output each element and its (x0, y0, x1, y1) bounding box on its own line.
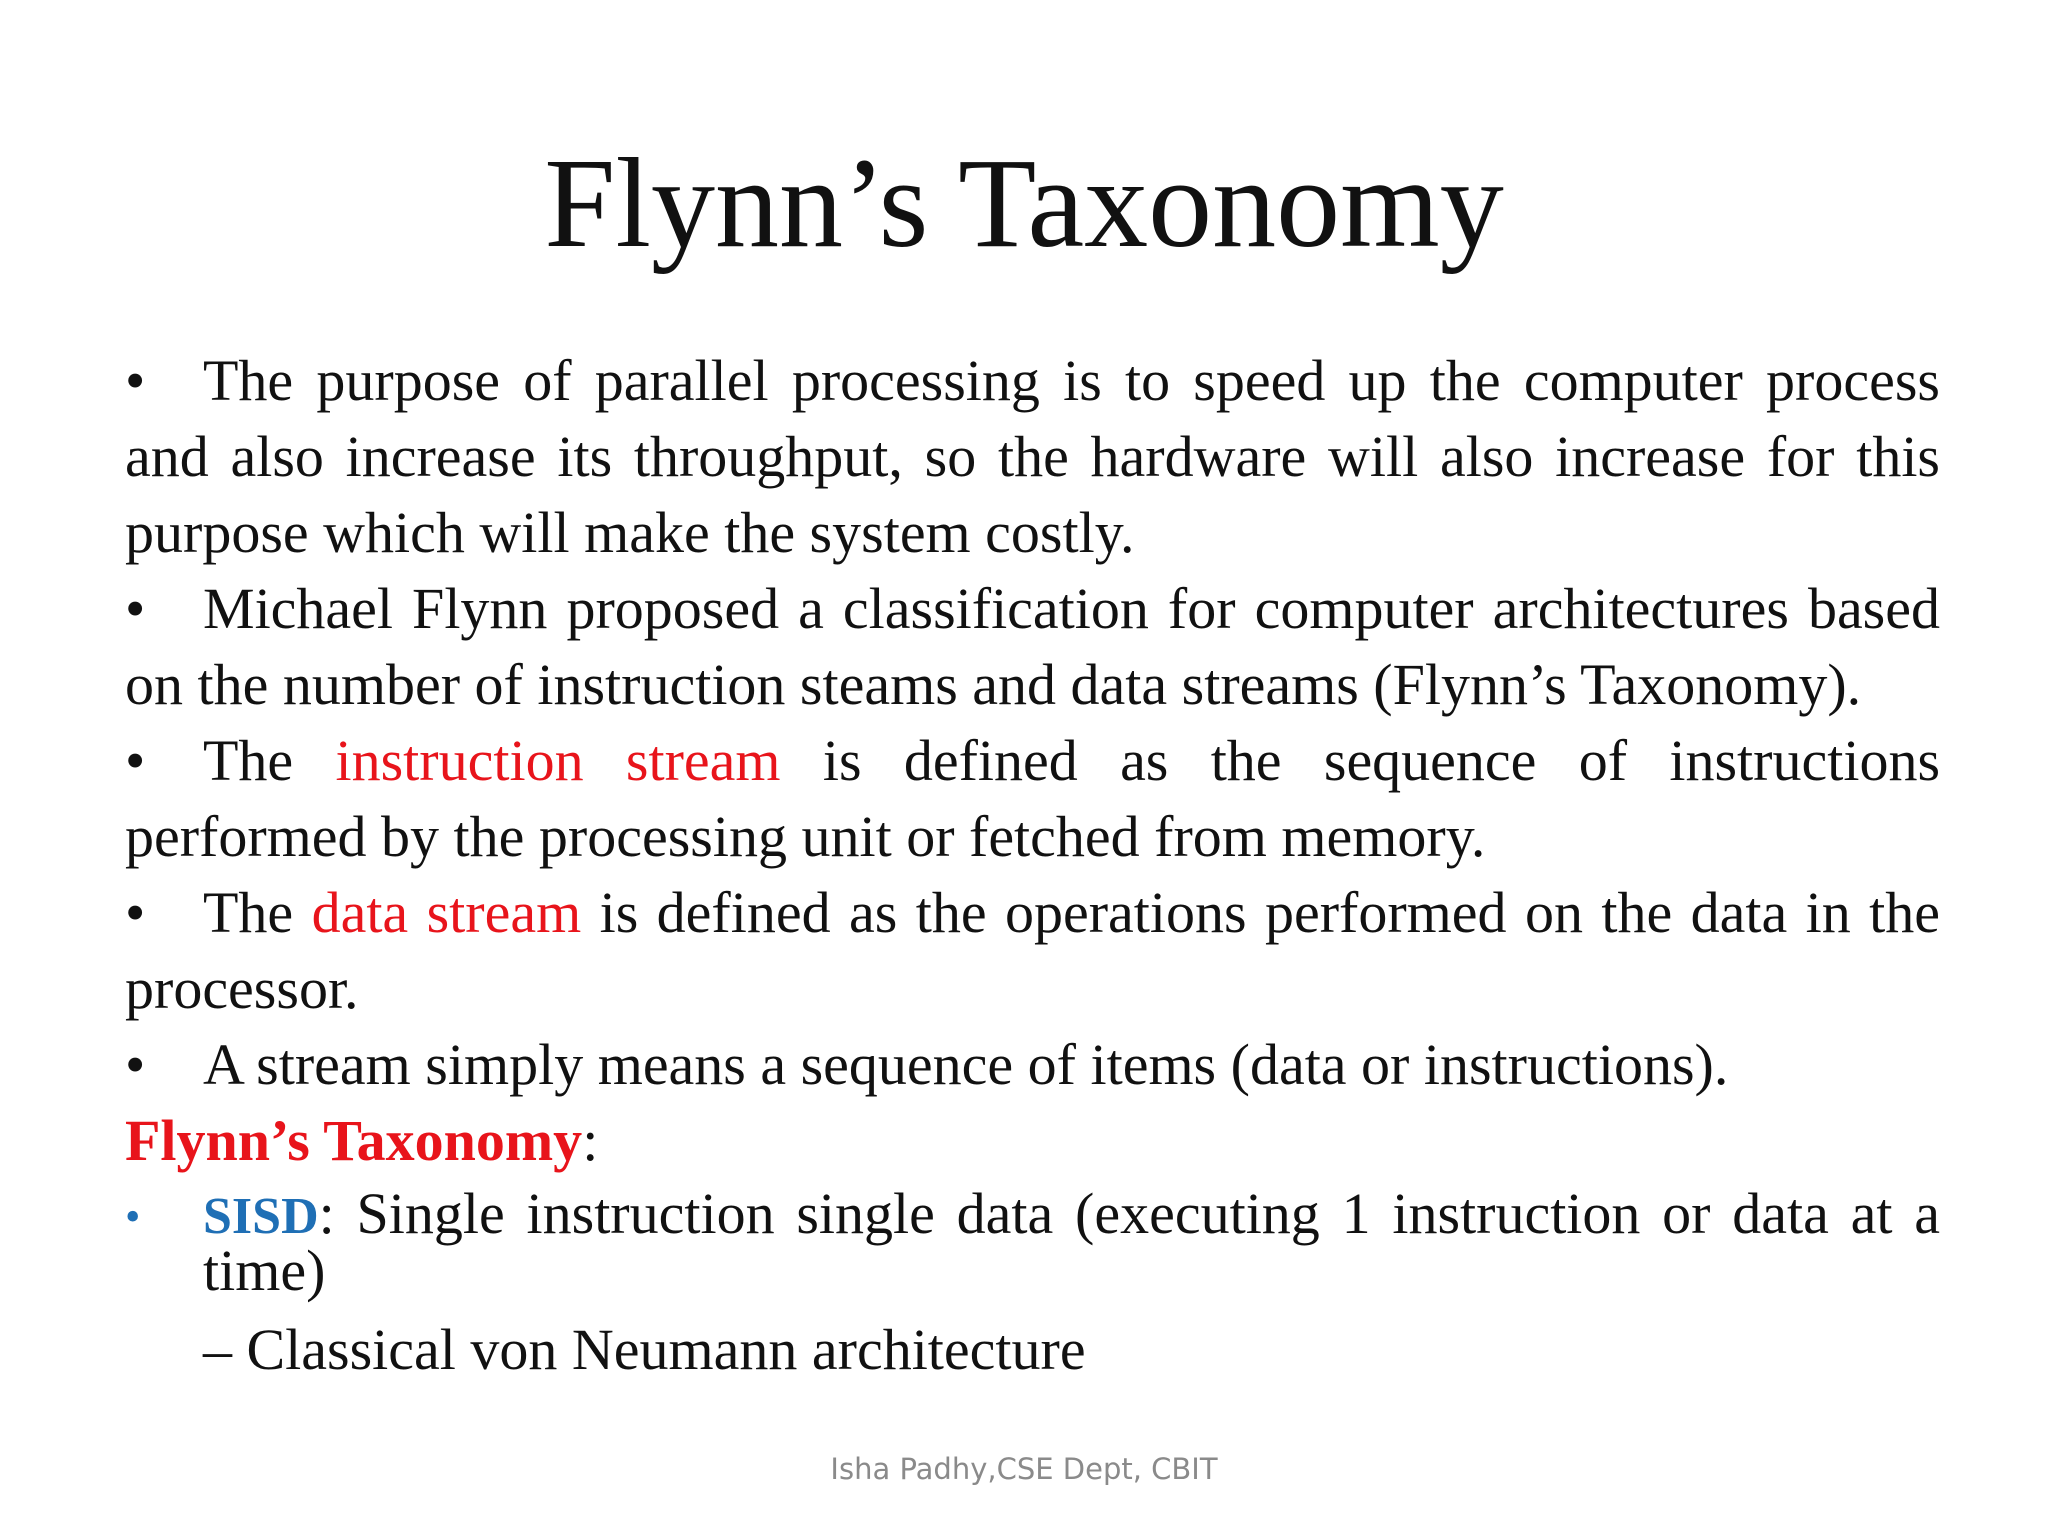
bullet-text-after: is defined as the operations performed on the data in the processor. (125, 880, 1940, 1021)
flynn-taxonomy-subheading (125, 1103, 1940, 1179)
sisd-note: – Classical von Neumann architecture (203, 1317, 1086, 1382)
bullet-text-before: The (203, 728, 336, 793)
bullet-item (125, 875, 1940, 1027)
sisd-item (125, 1179, 1940, 1388)
bullet-dot-icon: • (125, 880, 146, 945)
bullet-text-before: The (203, 880, 312, 945)
subheading-label: Flynn’s Taxonomy (125, 1108, 583, 1173)
highlight-instruction-stream: instruction stream (335, 728, 781, 793)
bullet-item (125, 1027, 1940, 1103)
bullet-item (125, 343, 1940, 571)
bullet-item (125, 723, 1940, 875)
bullet-item (125, 571, 1940, 723)
bullet-text: Michael Flynn proposed a classification for computer architectures based on the number of instruction steams and data streams (Flynn’s Taxonomy). (125, 576, 1940, 717)
bullet-dot-icon: • (125, 1032, 146, 1097)
bullet-text: A stream simply means a sequence of items (data or instructions). (203, 1032, 1729, 1097)
bullet-dot-icon: • (125, 348, 146, 413)
bullet-dot-icon: • (125, 728, 146, 793)
sub-bullet-dot-icon: • (125, 1192, 141, 1241)
bullet-dot-icon: • (125, 576, 146, 641)
slide-footer: Isha Padhy,CSE Dept, CBIT (830, 1452, 1218, 1486)
subheading-colon: : (582, 1108, 599, 1173)
slide-body (125, 343, 1940, 1388)
sisd-text: : Single instruction single data (executing 1 instruction or data at a time) (203, 1181, 1940, 1303)
sisd-description (203, 1179, 1940, 1303)
slide-title: Flynn’s Taxonomy (544, 132, 1504, 274)
highlight-data-stream: data stream (311, 880, 582, 945)
bullet-text: The purpose of parallel processing is to speed up the computer process and also increase its throughput, so the hardware will also increase for this purpose which will make the system costly. (125, 348, 1940, 565)
bullet-text-after: is defined as the sequence of instructions performed by the processing unit or fetched from memory. (125, 728, 1941, 869)
sisd-label: SISD (203, 1188, 319, 1245)
